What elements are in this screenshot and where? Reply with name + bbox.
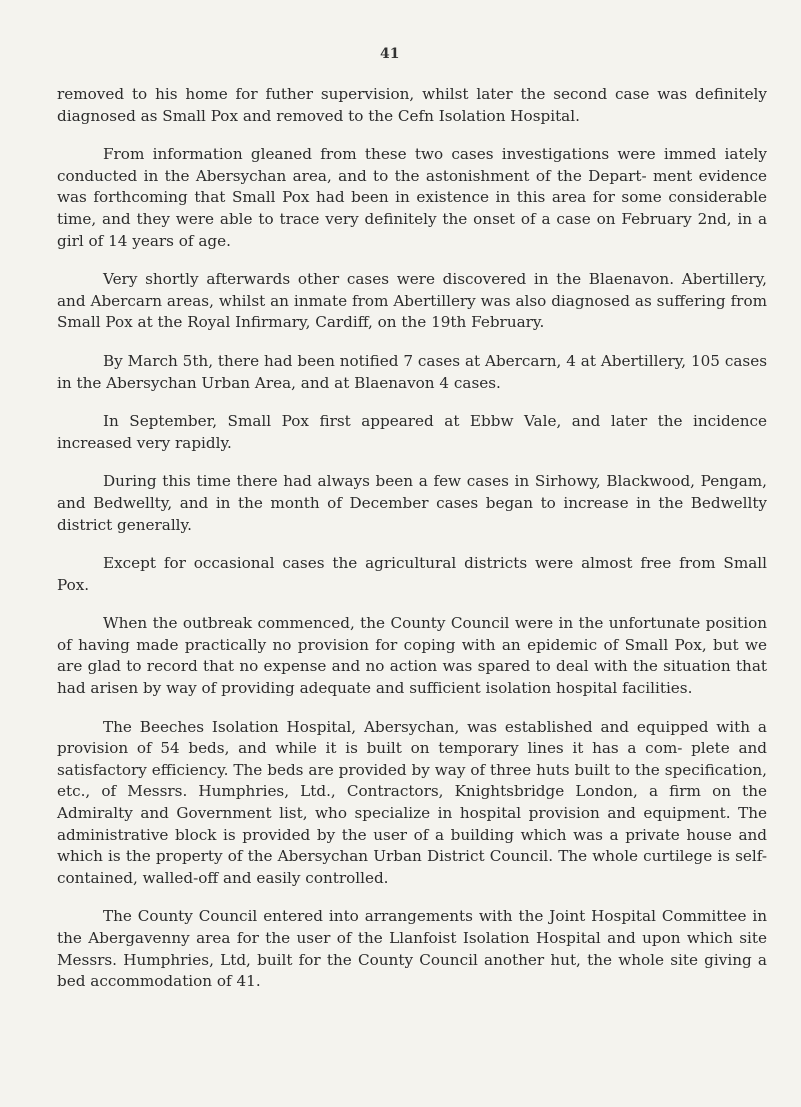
- paragraph: Very shortly afterwards other cases were discovered in the Blaenavon. Abertillery, and Abercarn areas, whilst an inmate from Abertillery was also diagnosed as suffering from Small Pox at the Royal Infirmary, Cardiff, on the 19th February.: [57, 270, 767, 332]
- paragraph: removed to his home for futher supervision, whilst later the second case was definitely diagnosed as Small Pox and removed to the Cefn Isolation Hospital.: [57, 85, 767, 125]
- paragraph: When the outbreak commenced, the County Council were in the unfortunate position of having made practically no provision for coping with an epidemic of Small Pox, but we are glad to record that no expense and no action was spared to deal with the situation that had arisen by way of providing adequate and sufficient isolation hospital facilities.: [57, 614, 767, 698]
- body-text: [57, 84, 767, 1010]
- paragraph: From information gleaned from these two cases investigations were immed iately conducted in the Abersychan area, and to the astonishment of the Depart- ment evidence was forthcoming that Small Pox had been in existence in this area for some considerable time, and they were able to trace very definitely the onset of a case on February 2nd, in a girl of 14 years of age.: [57, 145, 767, 250]
- paragraph: The Beeches Isolation Hospital, Abersychan, was established and equipped with a provision of 54 beds, and while it is built on temporary lines it has a com- plete and satisfactory efficiency. The beds are provided by way of three huts built to the specification, etc., of Messrs. Humphries, Ltd., Contractors, Knightsbridge London, a firm on the Admiralty and Government list, who specialize in hospital provision and equipment. The administrative block is provided by the user of a building which was a private house and which is the property of the Abersychan Urban District Council. The whole curtilege is self-contained, walled-off and easily controlled.: [57, 717, 767, 887]
- paragraph: During this time there had always been a few cases in Sirhowy, Blackwood, Pengam, and Bedwellty, and in the month of December cases began to increase in the Bedwellty district generally.: [57, 472, 767, 534]
- paragraph: By March 5th, there had been notified 7 cases at Abercarn, 4 at Abertillery, 105 cases in the Abersychan Urban Area, and at Blaenavon 4 cases.: [57, 351, 767, 392]
- page-number: 41: [380, 46, 400, 62]
- paragraph: In September, Small Pox first appeared at Ebbw Vale, and later the incidence increased very rapidly.: [57, 412, 767, 452]
- paragraph: The County Council entered into arrangements with the Joint Hospital Committee in the Abergavenny area for the user of the Llanfoist Isolation Hospital and upon which site Messrs. Humphries, Ltd, built for the County Council another hut, the whole site giving a bed accommodation of 41.: [57, 907, 767, 991]
- paragraph: Except for occasional cases the agricultural districts were almost free from Small Pox.: [57, 554, 767, 594]
